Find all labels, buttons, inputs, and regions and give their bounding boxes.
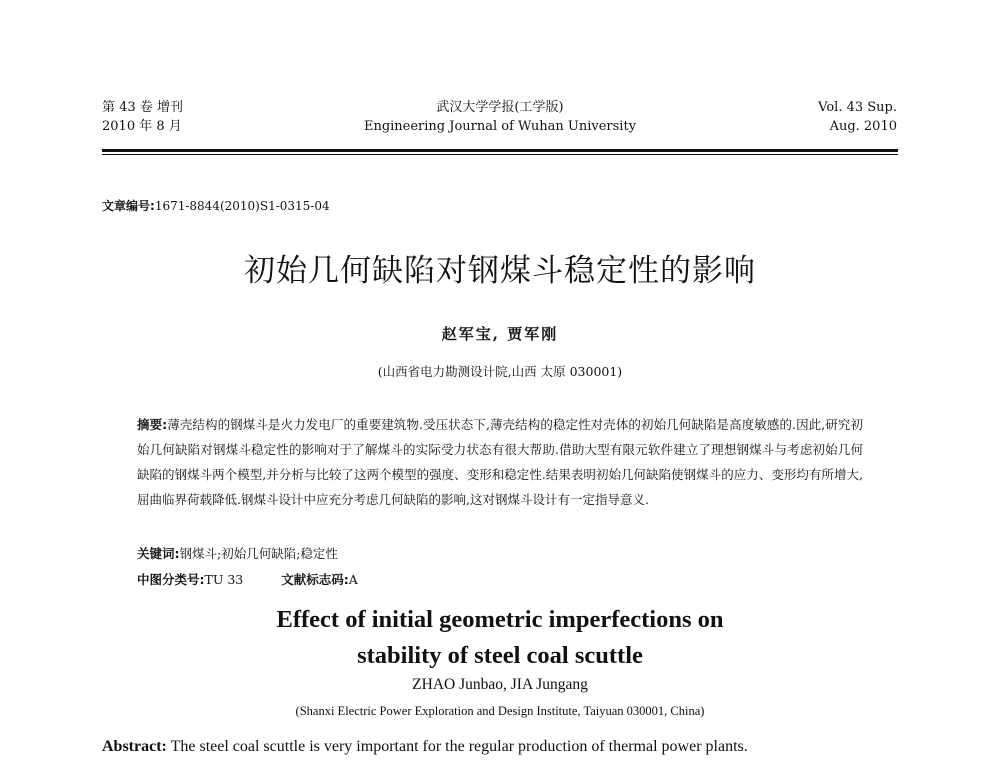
journal-name-en: Engineering Journal of Wuhan University xyxy=(363,119,637,134)
doc-code-label: 文献标志码: xyxy=(281,572,349,587)
abstract-cn-label: 摘要: xyxy=(137,417,168,432)
doc-code-value: A xyxy=(348,572,358,587)
keywords-cn-text: 钢煤斗;初始几何缺陷;稳定性 xyxy=(179,546,338,561)
clc-value: TU 33 xyxy=(204,572,244,587)
article-id-value: 1671-8844(2010)S1-0315-04 xyxy=(154,199,330,213)
affiliation-cn: (山西省电力勘测设计院,山西 太原 030001) xyxy=(377,364,623,379)
title-en-line2: stability of steel coal scuttle xyxy=(357,642,643,669)
header-rule-thick xyxy=(102,149,898,152)
abstract-en-text: The steel coal scuttle is very important for the regular production of thermal power plants. xyxy=(166,738,748,755)
publication-date-cn: 2010 年 8 月 xyxy=(102,119,182,134)
article-id-label: 文章编号: xyxy=(102,199,155,213)
header-rule-thin xyxy=(102,154,898,155)
volume-issue-en: Vol. 43 Sup. xyxy=(818,100,897,115)
title-en-line1: Effect of initial geometric imperfections on xyxy=(276,606,724,633)
authors-cn: 赵军宝, 贾军刚 xyxy=(441,325,559,343)
classification-line xyxy=(137,570,358,588)
keywords-cn-label: 关键词: xyxy=(137,546,180,561)
abstract-cn-text: 薄壳结构的钢煤斗是火力发电厂的重要建筑物.受压状态下,薄壳结构的稳定性对壳体的初始几何缺陷是高度敏感的.因此,研究初始几何缺陷对钢煤斗稳定性的影响对于了解煤斗的实际受力状态有很大帮助.借助大型有限元软件建立了理想钢煤斗与考虑初始几何缺陷的钢煤斗两个模型,并分析与比较了这两个模型的强度、变形和稳定性.结果表明初始几何缺陷使钢煤斗的应力、变形均有所增大,屈曲临界荷载降低.钢煤斗设计中应充分考虑几何缺陷的影响,这对钢煤斗设计有一定指导意义. xyxy=(137,417,863,507)
article-id xyxy=(102,197,330,214)
keywords-cn xyxy=(137,544,338,562)
abstract-en xyxy=(102,738,748,756)
authors-en: ZHAO Junbao, JIA Jungang xyxy=(412,676,588,693)
journal-name-cn: 武汉大学学报(工学版) xyxy=(436,100,564,115)
journal-volume-info-en xyxy=(818,98,897,136)
volume-issue: 第 43 卷 增刊 xyxy=(102,100,183,115)
title-cn: 初始几何缺陷对钢煤斗稳定性的影响 xyxy=(244,253,756,289)
affiliation-en: (Shanxi Electric Power Exploration and Design Institute, Taiyuan 030001, China) xyxy=(295,704,705,718)
abstract-en-label: Abstract: xyxy=(102,738,167,755)
title-en xyxy=(0,602,1000,674)
abstract-cn xyxy=(137,412,863,512)
clc-label: 中图分类号: xyxy=(137,572,205,587)
publication-date-en: Aug. 2010 xyxy=(829,119,897,134)
